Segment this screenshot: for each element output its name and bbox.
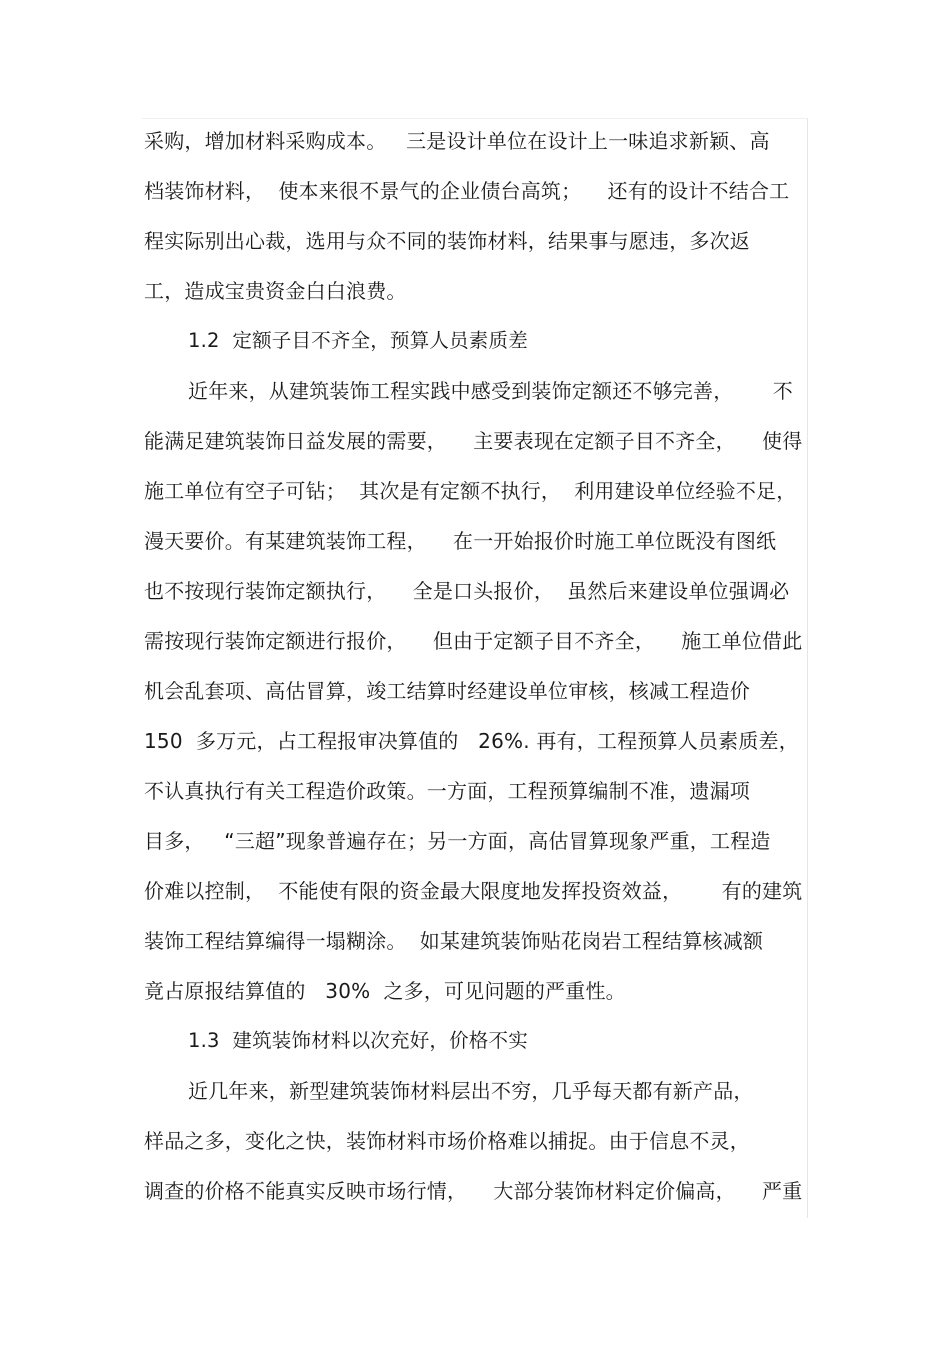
document-body xyxy=(144,116,808,1216)
text-line: 目多， “三超”现象普遍存在；另一方面，高估冒算现象严重，工程造 xyxy=(144,829,771,853)
text-line: 竟占原报结算值的 30% 之多，可见问题的严重性。 xyxy=(144,979,626,1003)
text-line: 能满足建筑装饰日益发展的需要， 主要表现在定额子目不齐全， 使得 xyxy=(144,429,803,453)
paragraph-start: 近几年来，新型建筑装饰材料层出不穷，几乎每天都有新产品， xyxy=(188,1079,754,1103)
text-line: 也不按现行装饰定额执行， 全是口头报价， 虽然后来建设单位强调必 xyxy=(144,579,790,603)
text-line: 施工单位有空子可钻； 其次是有定额不执行， 利用建设单位经验不足， xyxy=(144,479,797,503)
text-line: 价难以控制， 不能使有限的资金最大限度地发挥投资效益， 有的建筑 xyxy=(144,879,803,903)
text-line: 调查的价格不能真实反映市场行情， 大部分装饰材料定价偏高， 严重 xyxy=(144,1179,803,1203)
text-line: 样品之多，变化之快，装饰材料市场价格难以捕捉。由于信息不灵， xyxy=(144,1129,750,1153)
text-line: 档装饰材料， 使本来很不景气的企业债台高筑； 还有的设计不结合工 xyxy=(144,179,790,203)
text-line: 装饰工程结算编得一塌糊涂。 如某建筑装饰贴花岗岩工程结算核减额 xyxy=(144,929,764,953)
text-line: 不认真执行有关工程造价政策。一方面，工程预算编制不准，遗漏项 xyxy=(144,779,750,803)
text-line: 工，造成宝贵资金白白浪费。 xyxy=(144,279,407,303)
section-heading-1-3: 1.3 建筑装饰材料以次充好，价格不实 xyxy=(188,1029,528,1052)
text-line: 程实际别出心裁，选用与众不同的装饰材料，结果事与愿违，多次返 xyxy=(144,229,750,253)
text-line: 150 多万元，占工程报审决算值的 26%. 再有，工程预算人员素质差， xyxy=(144,729,799,753)
text-line: 机会乱套项、高估冒算，竣工结算时经建设单位审核，核减工程造价 xyxy=(144,679,750,703)
text-line: 需按现行装饰定额进行报价， 但由于定额子目不齐全， 施工单位借此 xyxy=(144,629,803,653)
text-line: 漫天要价。有某建筑装饰工程， 在一开始报价时施工单位既没有图纸 xyxy=(144,529,777,553)
text-line: 采购，增加材料采购成本。 三是设计单位在设计上一味追求新颖、高 xyxy=(144,129,770,153)
paragraph-start: 近年来，从建筑装饰工程实践中感受到装饰定额还不够完善， 不 xyxy=(188,379,793,403)
section-heading-1-2: 1.2 定额子目不齐全，预算人员素质差 xyxy=(188,329,528,352)
